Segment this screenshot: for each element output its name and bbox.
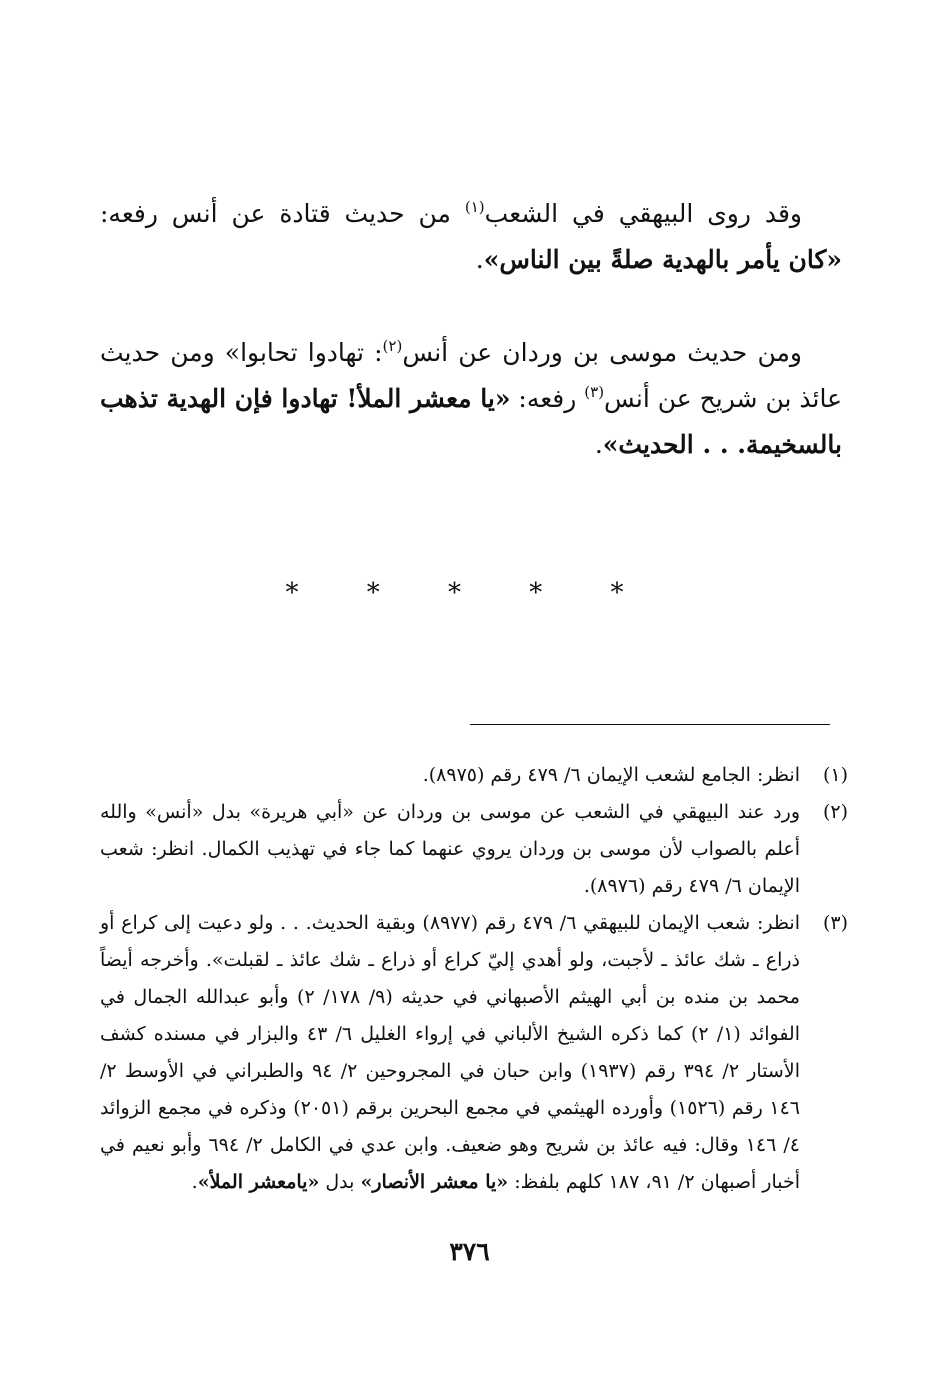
page-number: ٣٧٦ <box>449 1237 490 1266</box>
paragraph-2-text-1: ومن حديث موسى بن وردان عن أنس <box>402 338 802 367</box>
footnote-text: انظر: شعب الإيمان للبيهقي ٦/ ٤٧٩ رقم (٨٩٧٧) وبقية الحديث. . . ولو دعيت إلى كراع أو ذراع ـ شك عائذ ـ لأجبت، ولو أهدي إليّ كراع أو ذراع ـ شك عائذ ـ لقبلت». وأخرجه أيضاً محمد بن منده بن أبي الهيثم الأصبهاني في حديثه (٩/ ١٧٨/ ٢) وأبو عبدالله الجمال في الفوائد (١/ ٢) كما ذكره الشيخ الألباني في إرواء الغليل ٦/ ٤٣ والبزار في مسنده كشف الأستار ٢/ ٣٩٤ رقم (١٩٣٧) وابن حبان في المجروحين ٢/ ٩٤ والطبراني في الأوسط ٢/ ١٤٦ رقم (١٥٢٦) وأورده الهيثمي في مجمع البحرين برقم (٢٠٥١) وذكره في مجمع الزوائد ٤/ ١٤٦ وقال: فيه عائذ بن شريح وهو ضعيف. وابن عدي في الكامل ٢/ ٦٩٤ وأبو نعيم في أخبار أصبهان ٢/ ٩١، ١٨٧ كلهم بلفظ: <box>100 912 801 1193</box>
footnotes <box>100 757 848 1201</box>
footnote-number: (٣) <box>822 912 848 934</box>
footnote-number: (١) <box>822 764 848 786</box>
paragraph-2 <box>100 330 842 468</box>
footnote-text: ورد عند البيهقي في الشعب عن موسى بن وردان عن «أبي هريرة» بدل «أنس» والله أعلم بالصواب لأن موسى بن وردان يروي عنهما كما جاء في تهذيب الكمال. انظر: شعب الإيمان ٦/ ٤٧٩ رقم (٨٩٧٦). <box>100 801 800 897</box>
paragraph-2-end: . <box>594 430 603 459</box>
footnote-bold-2: «يامعشر الملأ» <box>197 1171 320 1193</box>
footnote-3 <box>100 905 848 1201</box>
paragraph-1-end: . <box>475 245 484 274</box>
footnote-ref-1: (١) <box>464 198 485 216</box>
paragraph-1 <box>100 191 842 283</box>
footnote-text: انظر: الجامع لشعب الإيمان ٦/ ٤٧٩ رقم (٨٩٧٥). <box>422 764 800 786</box>
footnote-2 <box>100 794 848 905</box>
footnote-ref-3: (٣) <box>584 383 605 401</box>
footnote-divider <box>470 724 830 725</box>
section-separator: * * * * * <box>285 578 654 608</box>
hadith-quote-1: «كان يأمر بالهدية صلةً بين الناس» <box>483 245 842 274</box>
paragraph-1-text-2: من حديث قتادة عن أنس رفعه: <box>100 199 465 228</box>
footnote-text-3: . <box>191 1171 198 1193</box>
paragraph-1-text-1: وقد روى البيهقي في الشعب <box>484 199 802 228</box>
footnote-ref-2: (٢) <box>382 337 403 355</box>
footnote-bold-1: «يا معشر الأنصار» <box>360 1171 509 1193</box>
paragraph-2-text-3: رفعه: <box>510 384 585 413</box>
footnote-1 <box>100 757 848 794</box>
footnote-text-2: بدل <box>319 1171 361 1193</box>
hadith-quote-2: «يا معشر الملأ! تهادوا فإن الهدية تذهب بالسخيمة. . . الحديث» <box>100 384 842 459</box>
footnote-number: (٢) <box>822 801 848 823</box>
paragraph-2-text-2: : تهادوا تحابوا» ومن حديث عائذ بن شريح عن أنس <box>100 338 843 413</box>
